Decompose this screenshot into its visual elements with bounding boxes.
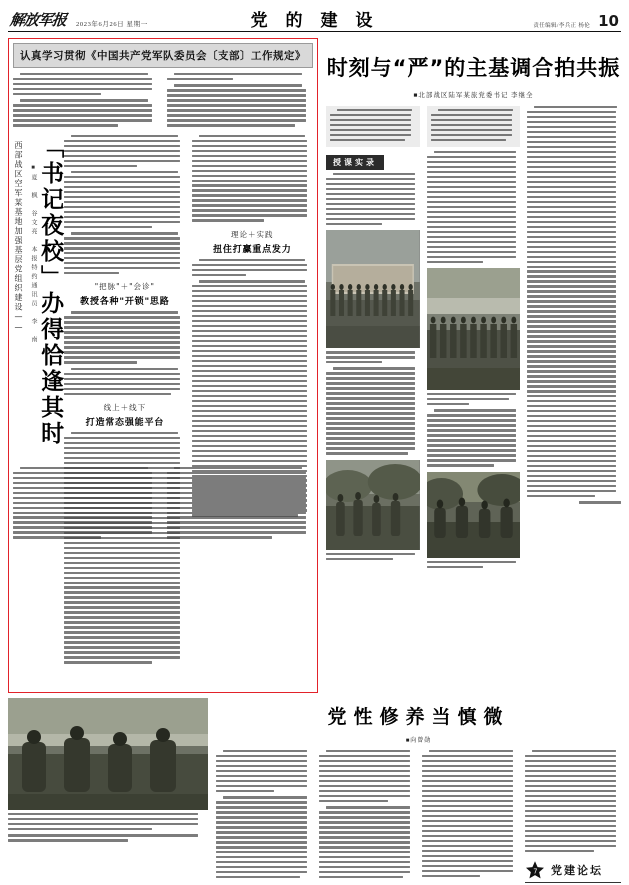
paragraph — [319, 806, 415, 878]
editor-note — [326, 106, 420, 147]
page-number: 10 — [598, 12, 619, 30]
paragraph — [167, 73, 313, 80]
right-article-byline: ■北部战区陆军某旅党委书记 李继全 — [413, 92, 534, 99]
bottom-col-1 — [216, 750, 312, 883]
lead-col-2 — [167, 73, 313, 131]
section-label: 授课实录 — [326, 155, 384, 170]
paragraph — [326, 173, 420, 225]
subhead-kicker: "把脉"＋"会诊" — [94, 282, 156, 292]
bottom-article-byline: ■向曾勋 — [405, 738, 432, 744]
article-byline: ■夏 枫 谷文亮 本报特约通讯员 李 南 — [30, 164, 36, 345]
headline-side-columns — [64, 135, 313, 465]
subhead-title: 扭住打赢重点发力 — [213, 244, 292, 255]
photo-group-portrait — [427, 268, 521, 390]
paragraph — [64, 232, 185, 274]
paragraph — [319, 750, 415, 802]
bottom-article — [216, 694, 621, 883]
paragraph — [216, 750, 312, 792]
paragraph — [167, 467, 313, 539]
masthead-left — [10, 9, 148, 30]
body-col-b — [192, 135, 313, 465]
paragraph — [427, 151, 521, 263]
paragraph — [64, 368, 185, 395]
paragraph — [13, 467, 159, 539]
photo-caption — [326, 553, 420, 560]
body-col-a — [64, 135, 185, 465]
right-article-columns — [326, 106, 621, 572]
lead-paragraphs — [13, 73, 313, 131]
photo-field-study — [427, 472, 521, 558]
subhead-title: 打造常态强能平台 — [85, 417, 165, 428]
photo-caption — [427, 561, 521, 568]
article-vertical-title: 「书记夜校」办得恰逢其时 — [37, 134, 64, 447]
forum-logo — [525, 860, 621, 883]
section-title: 党 的 建 设 — [250, 11, 379, 31]
paragraph — [216, 796, 312, 878]
bottom-section — [0, 694, 629, 883]
bottom-col-2 — [319, 750, 415, 883]
paragraph — [64, 171, 185, 228]
masthead-right — [533, 14, 619, 30]
editor-note-cont — [427, 106, 521, 147]
photo-caption — [8, 813, 208, 830]
masthead — [0, 0, 629, 30]
paragraph — [192, 259, 313, 276]
paragraph — [13, 73, 159, 95]
photo-caption — [427, 393, 521, 405]
paragraph — [64, 135, 185, 167]
paragraph — [427, 409, 521, 466]
paragraph — [422, 750, 518, 877]
bottom-col-4 — [525, 750, 621, 883]
paragraph — [64, 311, 185, 363]
lead-col-1 — [13, 73, 159, 131]
photo-graphic — [326, 460, 420, 550]
photo-graphic — [8, 698, 208, 810]
bottom-photo-block — [8, 694, 208, 883]
paragraph — [13, 99, 159, 126]
right-col-3-credit — [527, 501, 621, 503]
paragraph — [525, 750, 621, 852]
left-article-box — [8, 38, 318, 693]
photo-graphic — [427, 268, 521, 390]
photo-soldiers-formation — [326, 230, 420, 348]
forum-label: 党建论坛 — [551, 864, 603, 878]
paragraph — [326, 367, 420, 454]
subhead-kicker: 线上＋线下 — [103, 402, 147, 412]
campaign-banner: 认真学习贯彻《中国共产党军队委员会〔支部〕工作规定》 — [13, 43, 313, 68]
paragraph — [167, 84, 313, 126]
editor-credit: 责任编辑/李兵正 杨伦 — [533, 23, 591, 29]
bottom-article-columns — [216, 750, 621, 883]
right-article — [326, 38, 621, 692]
paper-logo: 解放军报 — [9, 11, 67, 29]
main-content — [0, 32, 629, 692]
photo-caption — [326, 351, 420, 363]
article-vertical-subtitle: 西部战区空军某基地加强基层党组织建设—— — [14, 140, 23, 333]
photo-soldiers-outdoor — [326, 460, 420, 550]
right-col-2 — [427, 106, 521, 572]
headline-zone — [13, 135, 313, 465]
right-col-3 — [527, 106, 621, 572]
right-col-1 — [326, 106, 420, 572]
right-article-title: 时刻与“严”的主基调合拍共振 — [326, 56, 621, 80]
subhead-title: 教授各种"开锁"思路 — [80, 297, 170, 308]
subhead-kicker: 理论＋实践 — [231, 229, 274, 239]
paragraph — [192, 135, 313, 222]
photo-caption-2 — [8, 834, 208, 841]
photo-graphic — [427, 472, 521, 558]
paragraph — [527, 106, 621, 497]
star-icon — [525, 860, 545, 880]
photo-graphic — [326, 230, 420, 348]
photo-soldiers-working — [8, 698, 208, 810]
svg-text:7: 7 — [533, 867, 538, 876]
subhead-1 — [64, 281, 185, 307]
bottom-article-title: 党性修养当慎微 — [327, 706, 510, 728]
star-glyph — [525, 860, 545, 880]
bottom-col-3 — [422, 750, 518, 883]
subhead-3 — [192, 229, 313, 255]
subhead-2 — [64, 402, 185, 428]
issue-date: 2023年6月26日 星期一 — [76, 21, 148, 28]
